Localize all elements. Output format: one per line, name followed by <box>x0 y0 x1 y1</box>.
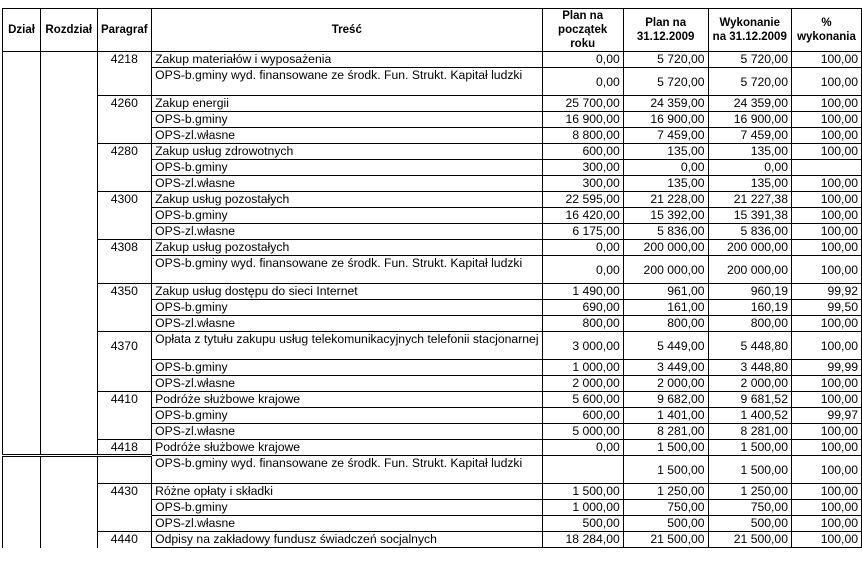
cell-wykonanie: 8 281,00 <box>708 424 791 440</box>
cell-wykonanie: 200 000,00 <box>708 240 791 256</box>
cell-plan-end: 5 836,00 <box>623 224 708 240</box>
cell-paragraf <box>97 424 152 440</box>
cell-wykonanie: 750,00 <box>708 500 791 516</box>
cell-procent: 100,00 <box>791 240 861 256</box>
cell-wykonanie: 5 720,00 <box>708 68 791 96</box>
budget-table <box>2 8 862 548</box>
cell-tresc: Zakup usług pozostałych <box>152 240 542 256</box>
cell-procent: 100,00 <box>791 440 861 456</box>
cell-rozdzial <box>40 208 97 224</box>
table-row <box>3 316 862 332</box>
cell-rozdzial <box>40 456 97 484</box>
cell-plan-start: 22 595,00 <box>542 192 623 208</box>
cell-paragraf: 4418 <box>97 440 152 456</box>
cell-dzial <box>3 500 41 516</box>
cell-wykonanie: 200 000,00 <box>708 256 791 284</box>
cell-plan-end: 5 720,00 <box>623 68 708 96</box>
cell-wykonanie: 21 227,38 <box>708 192 791 208</box>
cell-plan-start: 0,00 <box>542 256 623 284</box>
cell-plan-end: 16 900,00 <box>623 112 708 128</box>
cell-procent: 100,00 <box>791 224 861 240</box>
cell-plan-start: 3 000,00 <box>542 332 623 360</box>
cell-procent: 100,00 <box>791 176 861 192</box>
cell-tresc: Podróże służbowe krajowe <box>152 392 542 408</box>
cell-plan-end: 800,00 <box>623 316 708 332</box>
cell-procent: 100,00 <box>791 424 861 440</box>
cell-wykonanie: 160,19 <box>708 300 791 316</box>
cell-dzial <box>3 144 41 160</box>
cell-dzial <box>3 456 41 484</box>
cell-tresc: OPS-zl.własne <box>152 424 542 440</box>
cell-procent: 100,00 <box>791 484 861 500</box>
table-row <box>3 192 862 208</box>
cell-plan-end: 9 682,00 <box>623 392 708 408</box>
cell-rozdzial <box>40 128 97 144</box>
cell-dzial <box>3 516 41 532</box>
header-plan-start: Plan na początek roku <box>542 9 623 52</box>
cell-tresc: OPS-zl.własne <box>152 316 542 332</box>
cell-dzial <box>3 392 41 408</box>
cell-procent: 100,00 <box>791 68 861 96</box>
cell-dzial <box>3 332 41 360</box>
table-row <box>3 408 862 424</box>
cell-wykonanie: 15 391,38 <box>708 208 791 224</box>
cell-procent: 100,00 <box>791 392 861 408</box>
cell-plan-start: 16 900,00 <box>542 112 623 128</box>
cell-plan-start: 0,00 <box>542 240 623 256</box>
cell-rozdzial <box>40 316 97 332</box>
cell-rozdzial <box>40 112 97 128</box>
cell-wykonanie: 0,00 <box>708 160 791 176</box>
table-row <box>3 112 862 128</box>
cell-procent: 100,00 <box>791 332 861 360</box>
table-row <box>3 96 862 112</box>
cell-plan-end: 7 459,00 <box>623 128 708 144</box>
cell-dzial <box>3 284 41 300</box>
cell-plan-start: 0,00 <box>542 52 623 68</box>
cell-wykonanie: 1 250,00 <box>708 484 791 500</box>
cell-tresc: Opłata z tytułu zakupu usług telekomunikacyjnych telefonii stacjonarnej <box>152 332 542 360</box>
cell-rozdzial <box>40 500 97 516</box>
cell-paragraf <box>97 160 152 176</box>
cell-plan-end: 15 392,00 <box>623 208 708 224</box>
cell-plan-start: 0,00 <box>542 68 623 96</box>
table-row <box>3 208 862 224</box>
table-row <box>3 332 862 360</box>
cell-plan-start: 1 000,00 <box>542 500 623 516</box>
cell-plan-end: 5 720,00 <box>623 52 708 68</box>
cell-dzial <box>3 484 41 500</box>
cell-plan-start: 600,00 <box>542 408 623 424</box>
cell-tresc: OPS-b.gminy <box>152 408 542 424</box>
cell-tresc: OPS-b.gminy <box>152 160 542 176</box>
table-row <box>3 240 862 256</box>
cell-paragraf <box>97 176 152 192</box>
cell-plan-start: 5 600,00 <box>542 392 623 408</box>
cell-rozdzial <box>40 240 97 256</box>
cell-wykonanie: 5 720,00 <box>708 52 791 68</box>
cell-plan-start: 18 284,00 <box>542 532 623 548</box>
cell-plan-end: 161,00 <box>623 300 708 316</box>
cell-paragraf: 4260 <box>97 96 152 112</box>
cell-tresc: OPS-b.gminy wyd. finansowane ze środk. Fun. Strukt. Kapitał ludzki <box>152 456 542 484</box>
cell-rozdzial <box>40 332 97 360</box>
table-row <box>3 176 862 192</box>
cell-rozdzial <box>40 52 97 68</box>
cell-procent: 100,00 <box>791 256 861 284</box>
cell-wykonanie: 135,00 <box>708 176 791 192</box>
cell-procent: 99,99 <box>791 360 861 376</box>
cell-tresc: Podróże służbowe krajowe <box>152 440 542 456</box>
cell-paragraf: 4280 <box>97 144 152 160</box>
cell-paragraf <box>97 256 152 284</box>
cell-plan-end: 24 359,00 <box>623 96 708 112</box>
cell-plan-end: 500,00 <box>623 516 708 532</box>
cell-plan-start: 1 490,00 <box>542 284 623 300</box>
cell-tresc: OPS-b.gminy <box>152 208 542 224</box>
cell-dzial <box>3 112 41 128</box>
cell-procent: 100,00 <box>791 376 861 392</box>
cell-plan-start: 600,00 <box>542 144 623 160</box>
cell-rozdzial <box>40 516 97 532</box>
cell-plan-start: 0,00 <box>542 440 623 456</box>
cell-tresc: OPS-b.gminy wyd. finansowane ze środk. Fun. Strukt. Kapitał ludzki <box>152 256 542 284</box>
cell-procent: 100,00 <box>791 316 861 332</box>
cell-plan-end: 200 000,00 <box>623 240 708 256</box>
table-body <box>3 52 862 548</box>
cell-dzial <box>3 224 41 240</box>
table-row <box>3 360 862 376</box>
cell-plan-start: 25 700,00 <box>542 96 623 112</box>
table-row <box>3 532 862 548</box>
cell-wykonanie: 2 000,00 <box>708 376 791 392</box>
cell-plan-start: 2 000,00 <box>542 376 623 392</box>
cell-paragraf <box>97 224 152 240</box>
cell-rozdzial <box>40 256 97 284</box>
cell-plan-end: 0,00 <box>623 160 708 176</box>
cell-plan-start: 5 000,00 <box>542 424 623 440</box>
cell-procent: 100,00 <box>791 532 861 548</box>
header-rozdzial: Rozdział <box>40 9 97 52</box>
header-tresc: Treść <box>152 9 542 52</box>
cell-rozdzial <box>40 300 97 316</box>
cell-procent: 100,00 <box>791 112 861 128</box>
table-row <box>3 52 862 68</box>
cell-tresc: OPS-b.gminy <box>152 360 542 376</box>
cell-tresc: OPS-b.gminy wyd. finansowane ze środk. Fun. Strukt. Kapitał ludzki <box>152 68 542 96</box>
cell-procent: 99,97 <box>791 408 861 424</box>
cell-plan-start: 690,00 <box>542 300 623 316</box>
cell-tresc: OPS-zl.własne <box>152 516 542 532</box>
cell-tresc: OPS-zl.własne <box>152 376 542 392</box>
cell-paragraf <box>97 68 152 96</box>
cell-procent: 100,00 <box>791 456 861 484</box>
cell-dzial <box>3 208 41 224</box>
cell-dzial <box>3 160 41 176</box>
cell-rozdzial <box>40 96 97 112</box>
table-row <box>3 392 862 408</box>
cell-tresc: OPS-zl.własne <box>152 176 542 192</box>
cell-dzial <box>3 440 41 456</box>
cell-tresc: Zakup usług pozostałych <box>152 192 542 208</box>
table-row <box>3 128 862 144</box>
cell-dzial <box>3 316 41 332</box>
cell-plan-end: 1 500,00 <box>623 456 708 484</box>
cell-paragraf <box>97 408 152 424</box>
cell-paragraf: 4370 <box>97 332 152 360</box>
cell-rozdzial <box>40 284 97 300</box>
cell-dzial <box>3 52 41 68</box>
cell-wykonanie: 800,00 <box>708 316 791 332</box>
cell-wykonanie: 9 681,52 <box>708 392 791 408</box>
cell-rozdzial <box>40 360 97 376</box>
cell-tresc: OPS-b.gminy <box>152 300 542 316</box>
table-row <box>3 500 862 516</box>
cell-wykonanie: 960,19 <box>708 284 791 300</box>
header-paragraf: Paragraf <box>97 9 152 52</box>
table-row <box>3 284 862 300</box>
cell-paragraf <box>97 516 152 532</box>
cell-rozdzial <box>40 192 97 208</box>
cell-rozdzial <box>40 68 97 96</box>
cell-paragraf: 4410 <box>97 392 152 408</box>
cell-procent: 100,00 <box>791 128 861 144</box>
cell-dzial <box>3 240 41 256</box>
cell-paragraf <box>97 300 152 316</box>
cell-plan-start: 500,00 <box>542 516 623 532</box>
cell-paragraf <box>97 316 152 332</box>
cell-dzial <box>3 176 41 192</box>
cell-plan-end: 5 449,00 <box>623 332 708 360</box>
cell-paragraf <box>97 376 152 392</box>
cell-wykonanie: 7 459,00 <box>708 128 791 144</box>
cell-procent <box>791 160 861 176</box>
cell-procent: 100,00 <box>791 500 861 516</box>
cell-dzial <box>3 360 41 376</box>
table-row <box>3 376 862 392</box>
table-row <box>3 456 862 484</box>
cell-wykonanie: 5 836,00 <box>708 224 791 240</box>
cell-plan-end: 135,00 <box>623 176 708 192</box>
cell-plan-end: 961,00 <box>623 284 708 300</box>
cell-wykonanie: 135,00 <box>708 144 791 160</box>
cell-wykonanie: 1 400,52 <box>708 408 791 424</box>
cell-rozdzial <box>40 392 97 408</box>
cell-wykonanie: 1 500,00 <box>708 456 791 484</box>
cell-rozdzial <box>40 376 97 392</box>
cell-paragraf: 4430 <box>97 484 152 500</box>
cell-plan-end: 750,00 <box>623 500 708 516</box>
cell-rozdzial <box>40 440 97 456</box>
cell-plan-start: 8 800,00 <box>542 128 623 144</box>
cell-paragraf: 4350 <box>97 284 152 300</box>
cell-dzial <box>3 128 41 144</box>
cell-tresc: Zakup usług dostępu do sieci Internet <box>152 284 542 300</box>
cell-plan-end: 1 401,00 <box>623 408 708 424</box>
cell-plan-start <box>542 456 623 484</box>
header-row <box>3 9 862 52</box>
table-row <box>3 300 862 316</box>
table-row <box>3 160 862 176</box>
cell-plan-start: 800,00 <box>542 316 623 332</box>
table-row <box>3 68 862 96</box>
cell-plan-start: 16 420,00 <box>542 208 623 224</box>
table-row <box>3 516 862 532</box>
cell-tresc: Zakup energii <box>152 96 542 112</box>
cell-plan-end: 8 281,00 <box>623 424 708 440</box>
cell-procent: 100,00 <box>791 516 861 532</box>
cell-plan-start: 1 000,00 <box>542 360 623 376</box>
cell-paragraf <box>97 112 152 128</box>
cell-plan-end: 200 000,00 <box>623 256 708 284</box>
cell-paragraf <box>97 500 152 516</box>
cell-rozdzial <box>40 532 97 548</box>
cell-plan-start: 300,00 <box>542 176 623 192</box>
cell-paragraf: 4440 <box>97 532 152 548</box>
cell-plan-end: 1 250,00 <box>623 484 708 500</box>
cell-wykonanie: 500,00 <box>708 516 791 532</box>
cell-wykonanie: 21 500,00 <box>708 532 791 548</box>
header-plan-end: Plan na 31.12.2009 <box>623 9 708 52</box>
cell-plan-end: 3 449,00 <box>623 360 708 376</box>
cell-procent: 100,00 <box>791 96 861 112</box>
table-row <box>3 424 862 440</box>
cell-plan-end: 21 228,00 <box>623 192 708 208</box>
header-dzial: Dział <box>3 9 41 52</box>
cell-tresc: Różne opłaty i składki <box>152 484 542 500</box>
cell-tresc: Zakup usług zdrowotnych <box>152 144 542 160</box>
cell-plan-start: 1 500,00 <box>542 484 623 500</box>
cell-procent: 99,50 <box>791 300 861 316</box>
cell-rozdzial <box>40 424 97 440</box>
table-row <box>3 144 862 160</box>
cell-paragraf <box>97 360 152 376</box>
header-wykonanie: Wykonanie na 31.12.2009 <box>708 9 791 52</box>
cell-paragraf <box>97 128 152 144</box>
cell-plan-end: 135,00 <box>623 144 708 160</box>
cell-paragraf <box>97 208 152 224</box>
cell-procent: 100,00 <box>791 52 861 68</box>
cell-dzial <box>3 96 41 112</box>
cell-tresc: OPS-b.gminy <box>152 112 542 128</box>
cell-paragraf: 4218 <box>97 52 152 68</box>
header-procent: % wykonania <box>791 9 861 52</box>
cell-procent: 99,92 <box>791 284 861 300</box>
table-row <box>3 224 862 240</box>
cell-dzial <box>3 300 41 316</box>
cell-plan-start: 300,00 <box>542 160 623 176</box>
table-row <box>3 440 862 456</box>
cell-wykonanie: 16 900,00 <box>708 112 791 128</box>
cell-tresc: OPS-zl.własne <box>152 224 542 240</box>
cell-wykonanie: 5 448,80 <box>708 332 791 360</box>
cell-tresc: Odpisy na zakładowy fundusz świadczeń socjalnych <box>152 532 542 548</box>
cell-dzial <box>3 424 41 440</box>
cell-tresc: OPS-b.gminy <box>152 500 542 516</box>
cell-plan-end: 2 000,00 <box>623 376 708 392</box>
table-row <box>3 484 862 500</box>
cell-dzial <box>3 192 41 208</box>
cell-plan-start: 6 175,00 <box>542 224 623 240</box>
cell-paragraf <box>97 456 152 484</box>
cell-procent: 100,00 <box>791 144 861 160</box>
cell-rozdzial <box>40 160 97 176</box>
cell-rozdzial <box>40 144 97 160</box>
cell-plan-end: 21 500,00 <box>623 532 708 548</box>
cell-procent: 100,00 <box>791 208 861 224</box>
cell-tresc: Zakup materiałów i wyposażenia <box>152 52 542 68</box>
cell-rozdzial <box>40 176 97 192</box>
cell-dzial <box>3 256 41 284</box>
cell-dzial <box>3 532 41 548</box>
cell-rozdzial <box>40 484 97 500</box>
cell-wykonanie: 3 448,80 <box>708 360 791 376</box>
cell-dzial <box>3 408 41 424</box>
cell-tresc: OPS-zl.własne <box>152 128 542 144</box>
cell-wykonanie: 24 359,00 <box>708 96 791 112</box>
cell-procent: 100,00 <box>791 192 861 208</box>
cell-paragraf: 4300 <box>97 192 152 208</box>
table-row <box>3 256 862 284</box>
cell-rozdzial <box>40 408 97 424</box>
cell-plan-end: 1 500,00 <box>623 440 708 456</box>
cell-dzial <box>3 376 41 392</box>
cell-rozdzial <box>40 224 97 240</box>
cell-dzial <box>3 68 41 96</box>
cell-paragraf: 4308 <box>97 240 152 256</box>
cell-wykonanie: 1 500,00 <box>708 440 791 456</box>
